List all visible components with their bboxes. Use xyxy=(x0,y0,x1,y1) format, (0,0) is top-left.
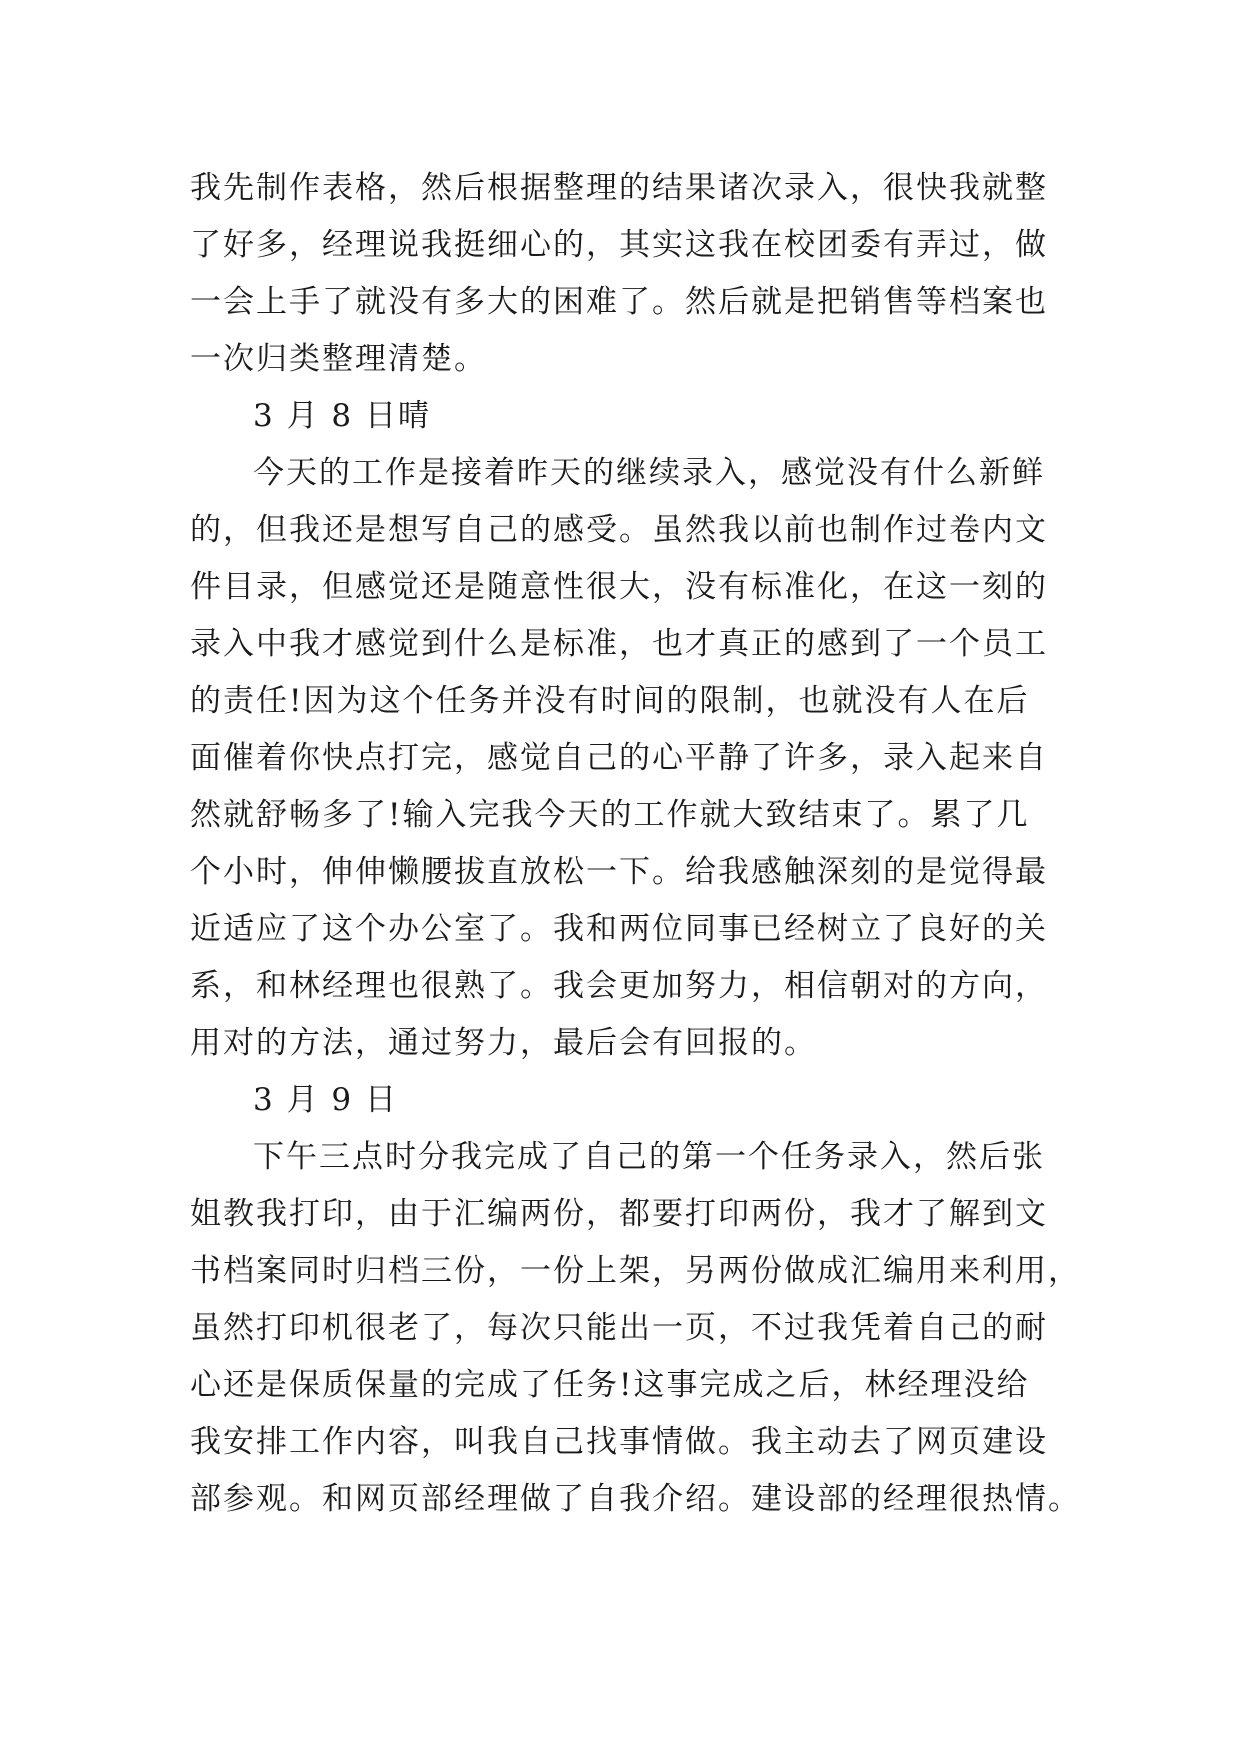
text-line: 录入中我才感觉到什么是标准，也才真正的感到了一个员工 xyxy=(190,626,1048,662)
text-line: 一次归类整理清楚。 xyxy=(190,341,487,377)
text-line: 然就舒畅多了!输入完我今天的工作就大致结束了。累了几 xyxy=(190,797,1030,833)
text-line: 部参观。和网页部经理做了自我介绍。建设部的经理很热情。 xyxy=(190,1481,1081,1517)
paragraph-entry-march-9 xyxy=(190,1129,1081,1528)
text-line: 的，但我还是想写自己的感受。虽然我以前也制作过卷内文 xyxy=(190,512,1048,548)
text-line: 个小时，伸伸懒腰拔直放松一下。给我感触深刻的是觉得最 xyxy=(190,854,1048,890)
paragraph-entry-march-8 xyxy=(190,445,1060,1072)
text-line: 了好多，经理说我挺细心的，其实这我在校团委有弄过，做 xyxy=(190,227,1048,263)
date-text: 3 月 8 日晴 xyxy=(253,398,432,434)
text-line: 今天的工作是接着昨天的继续录入，感觉没有什么新鲜 xyxy=(253,455,1045,491)
text-line: 近适应了这个办公室了。我和两位同事已经树立了良好的关 xyxy=(190,911,1048,947)
text-line: 用对的方法，通过努力，最后会有回报的。 xyxy=(190,1025,817,1061)
text-line: 我先制作表格，然后根据整理的结果诸次录入，很快我就整 xyxy=(190,170,1048,206)
text-line: 一会上手了就没有多大的困难了。然后就是把销售等档案也 xyxy=(190,284,1048,320)
text-line: 件目录，但感觉还是随意性很大，没有标准化，在这一刻的 xyxy=(190,569,1048,605)
text-line: 虽然打印机很老了，每次只能出一页，不过我凭着自己的耐 xyxy=(190,1310,1048,1346)
date-text: 3 月 9 日 xyxy=(253,1082,399,1118)
text-line: 的责任!因为这个任务并没有时间的限制，也就没有人在后 xyxy=(190,683,1030,719)
diary-date-heading xyxy=(190,388,1060,445)
text-line: 我安排工作内容，叫我自己找事情做。我主动去了网页建设 xyxy=(190,1424,1048,1460)
diary-date-heading xyxy=(190,1072,1060,1129)
text-line: 下午三点时分我完成了自己的第一个任务录入，然后张 xyxy=(253,1139,1045,1175)
paragraph-continuation xyxy=(190,160,1060,388)
text-line: 系，和林经理也很熟了。我会更加努力，相信朝对的方向， xyxy=(190,968,1048,1004)
text-line: 面催着你快点打完，感觉自己的心平静了许多，录入起来自 xyxy=(190,740,1048,776)
text-line: 书档案同时归档三份，一份上架，另两份做成汇编用来利用， xyxy=(190,1253,1081,1289)
text-line: 姐教我打印，由于汇编两份，都要打印两份，我才了解到文 xyxy=(190,1196,1048,1232)
document-body xyxy=(190,160,1081,1528)
text-line: 心还是保质保量的完成了任务!这事完成之后，林经理没给 xyxy=(190,1367,1030,1403)
